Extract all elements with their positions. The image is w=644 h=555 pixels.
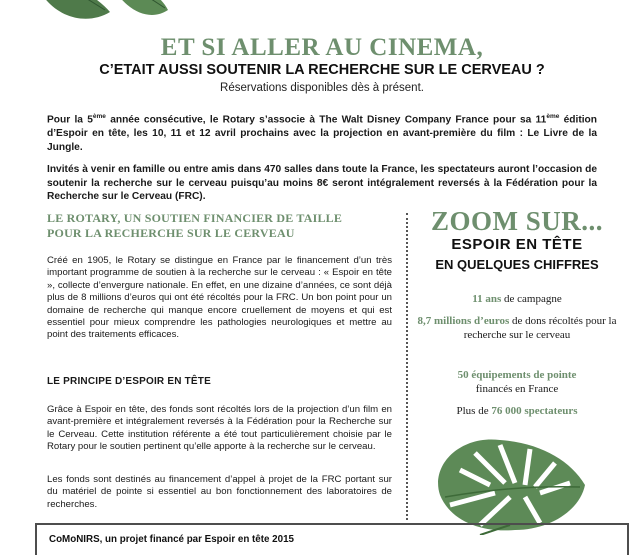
- principle-paragraph-2: Les fonds sont destinés au financement d’appel à projet de la FRC portant sur du matériel de pointe si essentiel au bon fonctionnement des laboratoires de recherches.: [47, 474, 392, 510]
- page-title: ET SI ALLER AU CINEMA,: [160, 34, 484, 61]
- intro-paragraph-2: Invités à venir en famille ou entre amis dans 470 salles dans toute la France, les spectateurs auront l’occasion de soutenir la recherche sur le cerveau puisqu’au moins 8€ seront intégralement reversés à la Fédération pour la Recherche sur le Cerveau (FRC).: [47, 164, 597, 203]
- rotary-paragraph: Créé en 1905, le Rotary se distingue en France par le financement d’un très important programme de soutien à la recherche sur le cerveau : « Espoir en tête », collecte d’envergure nationale. En effet, en une dizaine d’années, ce sont déjà plus de 8 millions d’euros qui ont été récoltés pour la FRC. Un bon point pour un domaine de recherche qui manque encore cruellement de moyens et qui est essentiel pour mieux comprendre les pathologies neurologiques et mettre au point des traitements efficaces.: [47, 255, 392, 341]
- intro-paragraph-1: Pour la 5ème année consécutive, le Rotary s’associe à The Walt Disney Company France pour sa 11ème édition d’Espoir en tête, les 10, 11 et 12 avril prochains avec la projection en avant-première du film : Le Livre de la Jungle.: [47, 113, 597, 153]
- page-subtitle: C’ETAIT AUSSI SOUTENIR LA RECHERCHE SUR LE CERVEAU ?: [99, 62, 545, 78]
- zoom-title: ZOOM SUR...: [430, 206, 603, 236]
- project-box: [35, 523, 629, 555]
- zoom-subtitle-2: EN QUELQUES CHIFFRES: [435, 257, 599, 272]
- leaf-decoration-top: [30, 0, 170, 32]
- section-heading-line-1: LE ROTARY, UN SOUTIEN FINANCIER DE TAILLE: [47, 211, 343, 225]
- zoom-subtitle: ESPOIR EN TÊTE: [451, 236, 583, 253]
- principle-paragraph-1: Grâce à Espoir en tête, des fonds sont récoltés lors de la projection d’un film en avant-première et intégralement reversés à la Fédération pour la Recherche sur le Cerveau. Cette institution référente a été tout particulièrement choisie par le Rotary pour le soutien pertinent qu’elle apporte à la recherche sur le cerveau.: [47, 404, 392, 453]
- stat-donations: 8,7 millions d’euros de dons récoltés pour la recherche sur le cerveau: [417, 315, 617, 341]
- column-divider: [406, 213, 408, 520]
- reservations-note: Réservations disponibles dès à présent.: [220, 82, 424, 94]
- stat-spectators: Plus de 76 000 spectateurs: [456, 405, 578, 417]
- principle-heading: LE PRINCIPE D’ESPOIR EN TÊTE: [47, 376, 211, 387]
- section-heading-line-2: POUR LA RECHERCHE SUR LE CERVEAU: [47, 226, 295, 240]
- monstera-leaf-decoration: [420, 425, 595, 535]
- project-box-label: CoMoNIRS, un projet financé par Espoir en tête 2015: [49, 534, 294, 545]
- section-heading: [47, 211, 377, 241]
- stat-equipment: 50 équipements de pointe financés en France: [457, 369, 577, 395]
- stat-campaign-years: 11 ans de campagne: [472, 293, 562, 305]
